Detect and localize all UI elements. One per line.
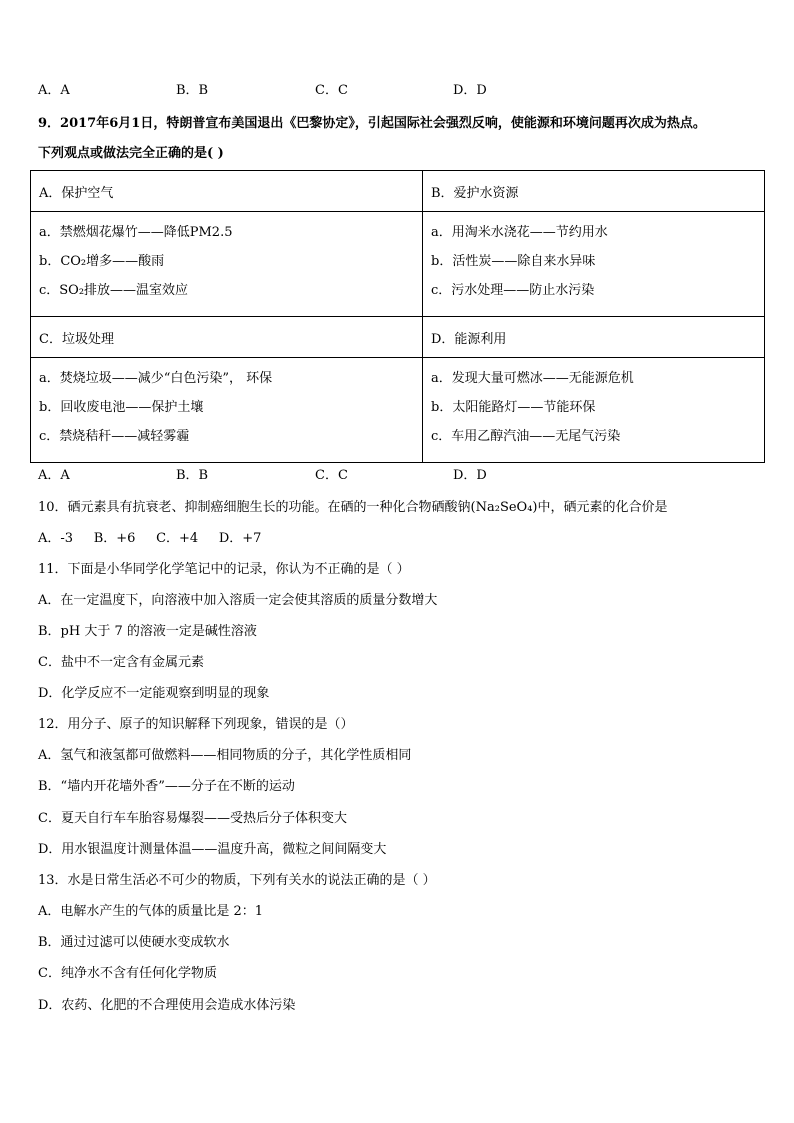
- q9-cell-b-item: b．活性炭——除自来水异味: [431, 254, 596, 269]
- q9-option-c: C．C: [315, 468, 348, 483]
- q13-stem: 13．水是日常生活必不可少的物质，下列有关水的说法正确的是（ ）: [38, 873, 436, 888]
- q13-option-c: C．纯净水不含有任何化学物质: [38, 966, 217, 981]
- q8-option-c: C．C: [315, 83, 348, 98]
- q8-option-b: B．B: [176, 83, 209, 98]
- q9-cell-d-item: a．发现大量可燃冰——无能源危机: [431, 371, 634, 386]
- q9-option-a: A．A: [38, 468, 70, 483]
- q9-options: [38, 467, 598, 485]
- q9-cell-b-title: B．爱护水资源: [423, 171, 765, 212]
- q9-cell-a-item: a．禁燃烟花爆竹——降低PM2.5: [39, 225, 233, 240]
- q9-cell-d-item: c．车用乙醇汽油——无尾气污染: [431, 429, 621, 444]
- q13-option-b: B．通过过滤可以使硬水变成软水: [38, 935, 230, 950]
- q9-cell-c-title: C．垃圾处理: [31, 317, 423, 358]
- q9-cell-d-title: D．能源利用: [423, 317, 765, 358]
- q11-option-b: B．pH 大于 7 的溶液一定是碱性溶液: [38, 624, 257, 639]
- q9-cell-b-body: [423, 212, 765, 317]
- q9-cell-b-item: c．污水处理——防止水污染: [431, 283, 595, 298]
- q13-option-a: A．电解水产生的气体的质量比是 2：1: [38, 904, 264, 919]
- q9-cell-a-item: c．SO₂排放——温室效应: [39, 283, 189, 298]
- q12-option-c: C．夏天自行车车胎容易爆裂——受热后分子体积变大: [38, 811, 347, 826]
- q11-option-d: D．化学反应不一定能观察到明显的现象: [38, 686, 270, 701]
- q11-option-a: A．在一定温度下，向溶液中加入溶质一定会使其溶质的质量分数增大: [38, 593, 438, 608]
- q9-cell-c-item: c．禁烧秸秆——减轻雾霾: [39, 429, 190, 444]
- q9-cell-c-item: b．回收废电池——保护土壤: [39, 400, 204, 415]
- q9-cell-d-body: [423, 358, 765, 463]
- q9-cell-c-item: a．焚烧垃圾——减少“白色污染”， 环保: [39, 371, 273, 386]
- q9-stem-line1: 9．2017年6月1日，特朗普宣布美国退出《巴黎协定》，引起国际社会强烈反响，使能源和环境问题再次成为热点。: [38, 116, 706, 131]
- q8-options: [38, 82, 598, 100]
- q12-option-b: B．“墙内开花墙外香”——分子在不断的运动: [38, 779, 295, 794]
- q9-stem-line2: 下列观点或做法完全正确的是( ): [38, 146, 224, 161]
- q10-stem: 10．硒元素具有抗衰老、抑制癌细胞生长的功能。在硒的一种化合物硒酸钠(Na₂SeO₄)中，硒元素的化合价是: [38, 500, 668, 515]
- q9-cell-a-title: A．保护空气: [31, 171, 423, 212]
- q12-option-d: D．用水银温度计测量体温——温度升高，微粒之间间隔变大: [38, 842, 387, 857]
- q9-cell-a-body: [31, 212, 423, 317]
- q9-table: [30, 170, 765, 463]
- q9-cell-c-body: [31, 358, 423, 463]
- q8-option-a: A．A: [38, 83, 70, 98]
- q11-stem: 11．下面是小华同学化学笔记中的记录，你认为不正确的是（ ）: [38, 562, 410, 577]
- q12-stem: 12．用分子、原子的知识解释下列现象，错误的是（）: [38, 717, 354, 732]
- q13-option-d: D．农药、化肥的不合理使用会造成水体污染: [38, 998, 296, 1013]
- q12-option-a: A．氢气和液氢都可做燃料——相同物质的分子，其化学性质相同: [38, 748, 412, 763]
- q9-option-b: B．B: [176, 468, 209, 483]
- q10-options: A．-3 B．+6 C．+4 D．+7: [38, 531, 262, 546]
- q9-cell-d-item: b．太阳能路灯——节能环保: [431, 400, 596, 415]
- q8-option-d: D．D: [453, 83, 487, 98]
- q9-cell-b-item: a．用淘米水浇花——节约用水: [431, 225, 608, 240]
- q9-cell-a-item: b．CO₂增多——酸雨: [39, 254, 165, 269]
- q11-option-c: C．盐中不一定含有金属元素: [38, 655, 204, 670]
- q9-option-d: D．D: [453, 468, 487, 483]
